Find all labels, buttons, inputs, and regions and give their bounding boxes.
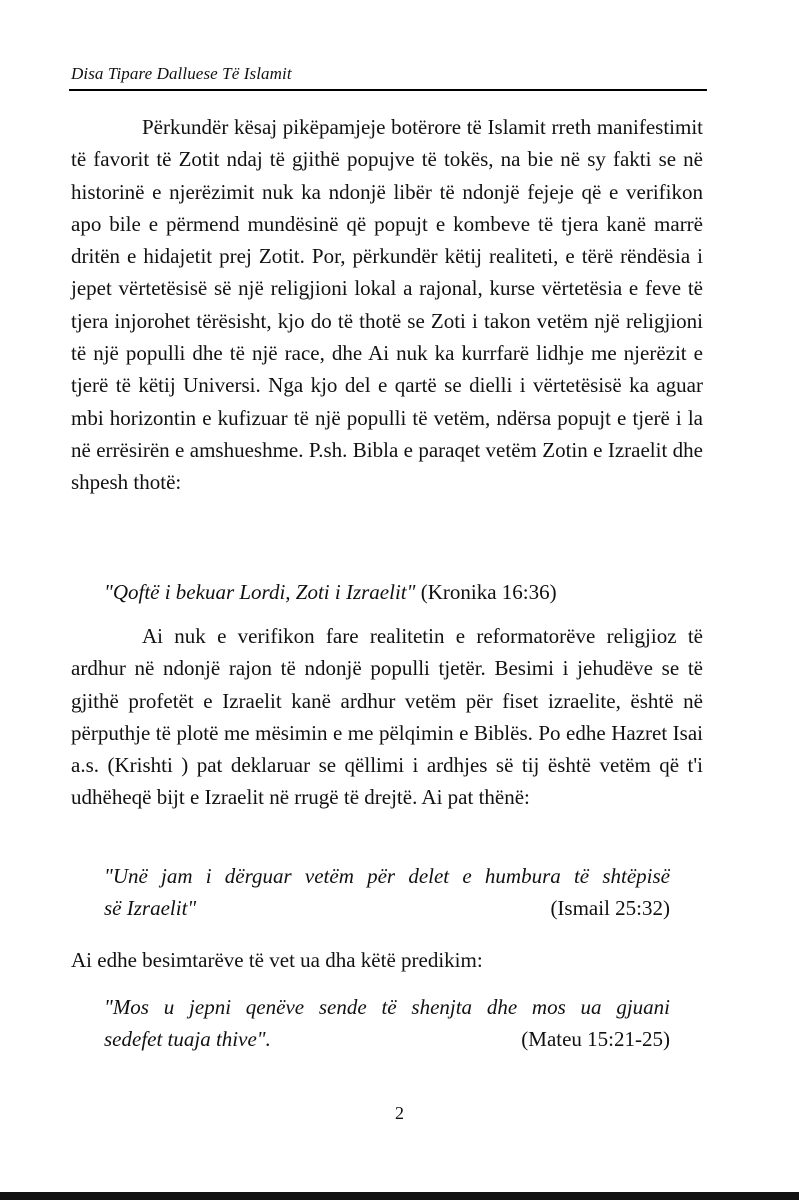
bottom-edge-band (0, 1192, 799, 1200)
paragraph-2: Ai nuk e verifikon fare realitetin e reformatorëve religjioz të ardhur në ndonjë rajon të ndonjë populli tjetër. Besimi i jehudëve se të gjithë profetët e Izraelit kanë ardhur vetëm për fiset izraelite, është në përputhje të plotë me mësimin e me pëlqimin e Biblës. Po edhe Hazret Isai a.s. (Krishti ) pat deklaruar se qëllimi i ardhjes së tij është vetëm që t'i udhëheqë bijt e Izraelit në rrugë të drejtë. Ai pat thënë: (71, 624, 703, 810)
quote-3-reference: (Mateu 15:21-25) (521, 1027, 670, 1051)
paragraph-1: Përkundër kësaj pikëpamjeje botërore të Islamit rreth manifestimit të favorit të Zotit ndaj të gjithë popujve të tokës, na bie në sy fakti se në historinë e njerëzimit nuk ka ndonjë libër të ndonjë fejeje që e verifikon apo bile e përmend mundësinë që popujt e kombeve të tjera kanë marrë dritën e hidajetit prej Zotit. Por, përkundër këtij realiteti, e tërë rëndësia i jepet vërtetësisë së një religjioni lokal a rajonal, kurse vërtetësia e feve të tjera injorohet tërësisht, kjo do të thotë se Zoti i takon vetëm një religjioni të një populli dhe të një race, dhe Ai nuk ka kurrfarë lidhje me njerëzit e tjerë të këtij Universi. Nga kjo del e qartë se dielli i vërtetësisë ka aguar mbi horizontin e kufizuar të një populli të vetëm, ndërsa popujt e tjerë i la në errësirën e amshueshme. P.sh. Bibla e paraqet vetëm Zotin e Izraelit dhe shpesh thotë: (71, 115, 703, 495)
quote-2-last-line (104, 892, 670, 924)
quote-1 (104, 576, 557, 608)
quote-3-line-1: "Mos u jepni qenëve sende të shenjta dhe mos ua gjuani (104, 995, 670, 1019)
quote-2-reference: (Ismail 25:32) (550, 896, 670, 920)
quote-3 (104, 991, 670, 1055)
header-rule (69, 89, 707, 91)
quote-2-line-1: "Unë jam i dërguar vetëm për delet e humbura të shtëpisë (104, 864, 670, 888)
quote-1-text: "Qoftë i bekuar Lordi, Zoti i Izraelit" (104, 580, 416, 604)
quote-3-last-line (104, 1023, 670, 1055)
quote-1-reference: (Kronika 16:36) (420, 580, 557, 604)
quote-3-line-2: sedefet tuaja thive". (104, 1027, 271, 1051)
quote-2 (104, 860, 670, 924)
line-between-quotes: Ai edhe besimtarëve të vet ua dha këtë predikim: (71, 948, 483, 972)
running-header: Disa Tipare Dalluese Të Islamit (71, 64, 292, 83)
quote-2-line-2: së Izraelit" (104, 896, 197, 920)
page-number: 2 (395, 1103, 404, 1123)
